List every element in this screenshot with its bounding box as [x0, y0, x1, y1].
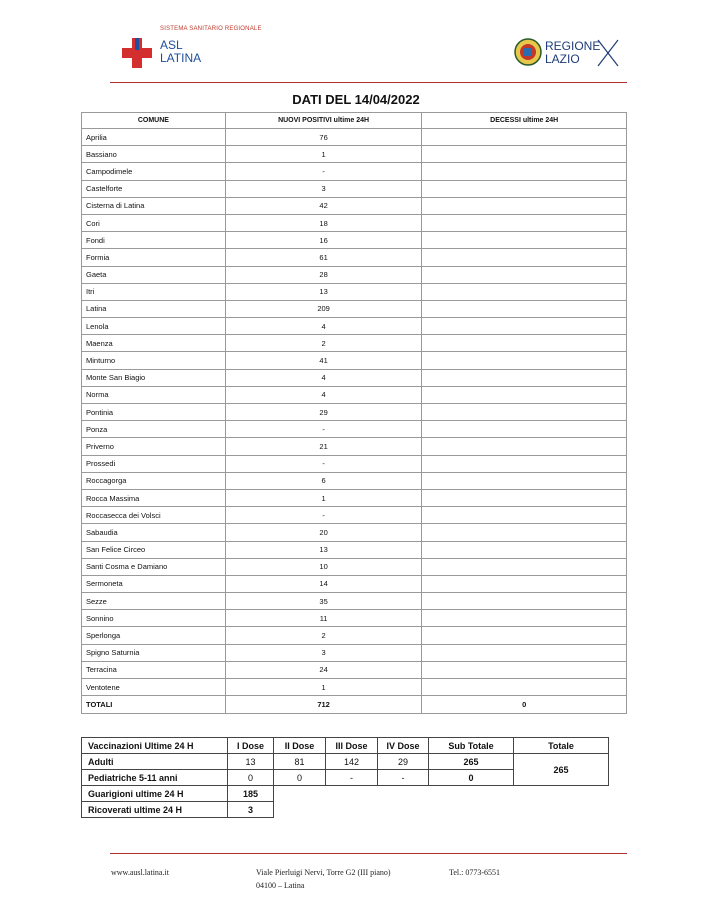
cell-decessi	[422, 232, 627, 249]
table-row	[82, 146, 627, 163]
lazio-x-mark-icon	[596, 38, 620, 68]
vax-header-subtotal: Sub Totale	[429, 738, 514, 754]
cell-positivi: 29	[225, 404, 422, 421]
table-row	[82, 679, 627, 696]
cell-comune: Castelforte	[82, 180, 226, 197]
footer-address-line2: 04100 – Latina	[256, 881, 305, 890]
guarigioni-row	[82, 786, 609, 802]
regione-lazio-emblem-icon	[514, 38, 542, 66]
cell-comune: Rocca Massima	[82, 489, 226, 506]
cell-positivi: 16	[225, 232, 422, 249]
vax-row-adulti	[82, 754, 609, 770]
table-row	[82, 318, 627, 335]
table-row	[82, 335, 627, 352]
vax-header-dose4: IV Dose	[378, 738, 429, 754]
cell-decessi	[422, 575, 627, 592]
cell-positivi: 11	[225, 610, 422, 627]
vax-pediatriche-dose1: 0	[228, 770, 274, 786]
table-row	[82, 163, 627, 180]
cell-comune: Sermoneta	[82, 575, 226, 592]
cell-comune: Aprilia	[82, 129, 226, 146]
vax-pediatriche-dose3: -	[326, 770, 378, 786]
table-row	[82, 386, 627, 403]
cell-positivi: -	[225, 163, 422, 180]
footer-divider	[110, 853, 627, 854]
cell-comune: Cisterna di Latina	[82, 197, 226, 214]
table-row	[82, 575, 627, 592]
total-positivi: 712	[225, 696, 422, 714]
cell-positivi: 42	[225, 197, 422, 214]
table-row	[82, 369, 627, 386]
table-row	[82, 472, 627, 489]
cell-comune: Sezze	[82, 593, 226, 610]
footer-phone: Tel.: 0773-6551	[449, 868, 500, 877]
cell-comune: Spigno Saturnia	[82, 644, 226, 661]
footer-website[interactable]: www.ausl.latina.it	[111, 868, 169, 877]
cell-decessi	[422, 610, 627, 627]
table-row	[82, 300, 627, 317]
ricoverati-value: 3	[228, 802, 274, 818]
table-row	[82, 507, 627, 524]
cell-decessi	[422, 507, 627, 524]
cell-comune: Ponza	[82, 421, 226, 438]
cell-decessi	[422, 644, 627, 661]
table-row	[82, 197, 627, 214]
total-label: TOTALI	[82, 696, 226, 714]
cell-comune: Priverno	[82, 438, 226, 455]
vax-header-dose3: III Dose	[326, 738, 378, 754]
table-row	[82, 283, 627, 300]
cell-decessi	[422, 283, 627, 300]
cell-comune: Prossedi	[82, 455, 226, 472]
col-header-positivi: NUOVI POSITIVI ultime 24H	[225, 113, 422, 129]
cell-comune: San Felice Circeo	[82, 541, 226, 558]
cell-decessi	[422, 300, 627, 317]
cell-positivi: 41	[225, 352, 422, 369]
cell-decessi	[422, 352, 627, 369]
cell-decessi	[422, 214, 627, 231]
cell-decessi	[422, 318, 627, 335]
cell-positivi: 3	[225, 644, 422, 661]
table-row	[82, 489, 627, 506]
table-row	[82, 661, 627, 678]
table-row	[82, 644, 627, 661]
cell-positivi: 61	[225, 249, 422, 266]
cell-comune: Norma	[82, 386, 226, 403]
cell-positivi: 209	[225, 300, 422, 317]
cell-positivi: 76	[225, 129, 422, 146]
cell-comune: Terracina	[82, 661, 226, 678]
cell-comune: Cori	[82, 214, 226, 231]
cell-positivi: 2	[225, 335, 422, 352]
cell-decessi	[422, 180, 627, 197]
table-row	[82, 266, 627, 283]
cell-decessi	[422, 679, 627, 696]
ricoverati-row	[82, 802, 609, 818]
asl-line1: ASL	[160, 38, 183, 52]
table-row	[82, 558, 627, 575]
cell-comune: Itri	[82, 283, 226, 300]
asl-logo-text	[160, 39, 201, 65]
cell-positivi: 18	[225, 214, 422, 231]
cell-positivi: 4	[225, 369, 422, 386]
totals-row	[82, 696, 627, 714]
cell-decessi	[422, 541, 627, 558]
vax-header-label: Vaccinazioni Ultime 24 H	[82, 738, 228, 754]
vax-adulti-dose4: 29	[378, 754, 429, 770]
vax-pediatriche-subtotal: 0	[429, 770, 514, 786]
cell-decessi	[422, 404, 627, 421]
cell-positivi: -	[225, 507, 422, 524]
col-header-decessi: DECESSI ultime 24H	[422, 113, 627, 129]
vax-adulti-dose3: 142	[326, 754, 378, 770]
region-line2: LAZIO	[545, 52, 580, 66]
cell-comune: Latina	[82, 300, 226, 317]
vax-total-value: 265	[514, 754, 609, 786]
cell-decessi	[422, 489, 627, 506]
cell-decessi	[422, 249, 627, 266]
cell-positivi: 6	[225, 472, 422, 489]
cell-positivi: 4	[225, 318, 422, 335]
cell-comune: Sonnino	[82, 610, 226, 627]
cell-decessi	[422, 146, 627, 163]
cell-positivi: 13	[225, 283, 422, 300]
cell-comune: Gaeta	[82, 266, 226, 283]
cell-positivi: 14	[225, 575, 422, 592]
cell-decessi	[422, 335, 627, 352]
cell-decessi	[422, 593, 627, 610]
table-row	[82, 421, 627, 438]
table-row	[82, 180, 627, 197]
page-title: DATI DEL 14/04/2022	[292, 92, 420, 107]
cell-positivi: 1	[225, 146, 422, 163]
table-row	[82, 610, 627, 627]
cell-comune: Ventotene	[82, 679, 226, 696]
vax-pediatriche-dose2: 0	[274, 770, 326, 786]
cell-positivi: -	[225, 455, 422, 472]
cell-positivi: 35	[225, 593, 422, 610]
table-row	[82, 352, 627, 369]
cell-positivi: 20	[225, 524, 422, 541]
vax-adulti-label: Adulti	[82, 754, 228, 770]
cell-comune: Fondi	[82, 232, 226, 249]
vax-header-total: Totale	[514, 738, 609, 754]
cell-decessi	[422, 438, 627, 455]
table-row	[82, 404, 627, 421]
cell-comune: Bassiano	[82, 146, 226, 163]
asl-line2: LATINA	[160, 51, 202, 65]
table-header-row	[82, 113, 627, 129]
cell-comune: Roccagorga	[82, 472, 226, 489]
cell-positivi: 4	[225, 386, 422, 403]
regione-lazio-text	[545, 40, 600, 66]
vaccination-table	[81, 737, 609, 818]
cell-decessi	[422, 627, 627, 644]
cell-comune: Sabaudia	[82, 524, 226, 541]
table-row	[82, 627, 627, 644]
vax-header-row	[82, 738, 609, 754]
cell-decessi	[422, 369, 627, 386]
table-row	[82, 593, 627, 610]
region-line1: REGIONE	[545, 39, 601, 53]
guarigioni-value: 185	[228, 786, 274, 802]
cell-comune: Monte San Biagio	[82, 369, 226, 386]
header-divider	[110, 82, 627, 83]
cell-decessi	[422, 455, 627, 472]
ricoverati-label: Ricoverati ultime 24 H	[82, 802, 228, 818]
cell-positivi: 3	[225, 180, 422, 197]
cell-decessi	[422, 163, 627, 180]
cell-comune: Minturno	[82, 352, 226, 369]
cell-decessi	[422, 472, 627, 489]
cell-decessi	[422, 524, 627, 541]
cell-comune: Roccasecca dei Volsci	[82, 507, 226, 524]
cell-comune: Formia	[82, 249, 226, 266]
cell-comune: Campodimele	[82, 163, 226, 180]
table-row	[82, 541, 627, 558]
table-row	[82, 232, 627, 249]
cell-positivi: 10	[225, 558, 422, 575]
col-header-comune: COMUNE	[82, 113, 226, 129]
cell-comune: Santi Cosma e Damiano	[82, 558, 226, 575]
guarigioni-label: Guarigioni ultime 24 H	[82, 786, 228, 802]
cell-comune: Pontinia	[82, 404, 226, 421]
cell-decessi	[422, 558, 627, 575]
cell-positivi: -	[225, 421, 422, 438]
cell-positivi: 1	[225, 679, 422, 696]
table-row	[82, 249, 627, 266]
cell-decessi	[422, 197, 627, 214]
vax-header-dose2: II Dose	[274, 738, 326, 754]
table-row	[82, 214, 627, 231]
vax-header-dose1: I Dose	[228, 738, 274, 754]
table-row	[82, 438, 627, 455]
cell-comune: Lenola	[82, 318, 226, 335]
table-row	[82, 129, 627, 146]
table-row	[82, 524, 627, 541]
cell-positivi: 2	[225, 627, 422, 644]
total-decessi: 0	[422, 696, 627, 714]
cell-positivi: 24	[225, 661, 422, 678]
cell-positivi: 13	[225, 541, 422, 558]
footer-address-line1: Viale Pierluigi Nervi, Torre G2 (III piano)	[256, 868, 391, 877]
cell-comune: Maenza	[82, 335, 226, 352]
vax-adulti-subtotal: 265	[429, 754, 514, 770]
cell-positivi: 1	[225, 489, 422, 506]
cell-positivi: 21	[225, 438, 422, 455]
table-row	[82, 455, 627, 472]
vax-pediatriche-label: Pediatriche 5-11 anni	[82, 770, 228, 786]
asl-cross-logo-icon	[122, 38, 152, 68]
vax-adulti-dose1: 13	[228, 754, 274, 770]
regional-health-system-label: SISTEMA SANITARIO REGIONALE	[160, 26, 262, 32]
cell-decessi	[422, 266, 627, 283]
cell-decessi	[422, 421, 627, 438]
vax-adulti-dose2: 81	[274, 754, 326, 770]
cell-decessi	[422, 661, 627, 678]
vax-pediatriche-dose4: -	[378, 770, 429, 786]
cell-decessi	[422, 386, 627, 403]
positives-table	[81, 112, 627, 714]
cell-positivi: 28	[225, 266, 422, 283]
cell-comune: Sperlonga	[82, 627, 226, 644]
cell-decessi	[422, 129, 627, 146]
